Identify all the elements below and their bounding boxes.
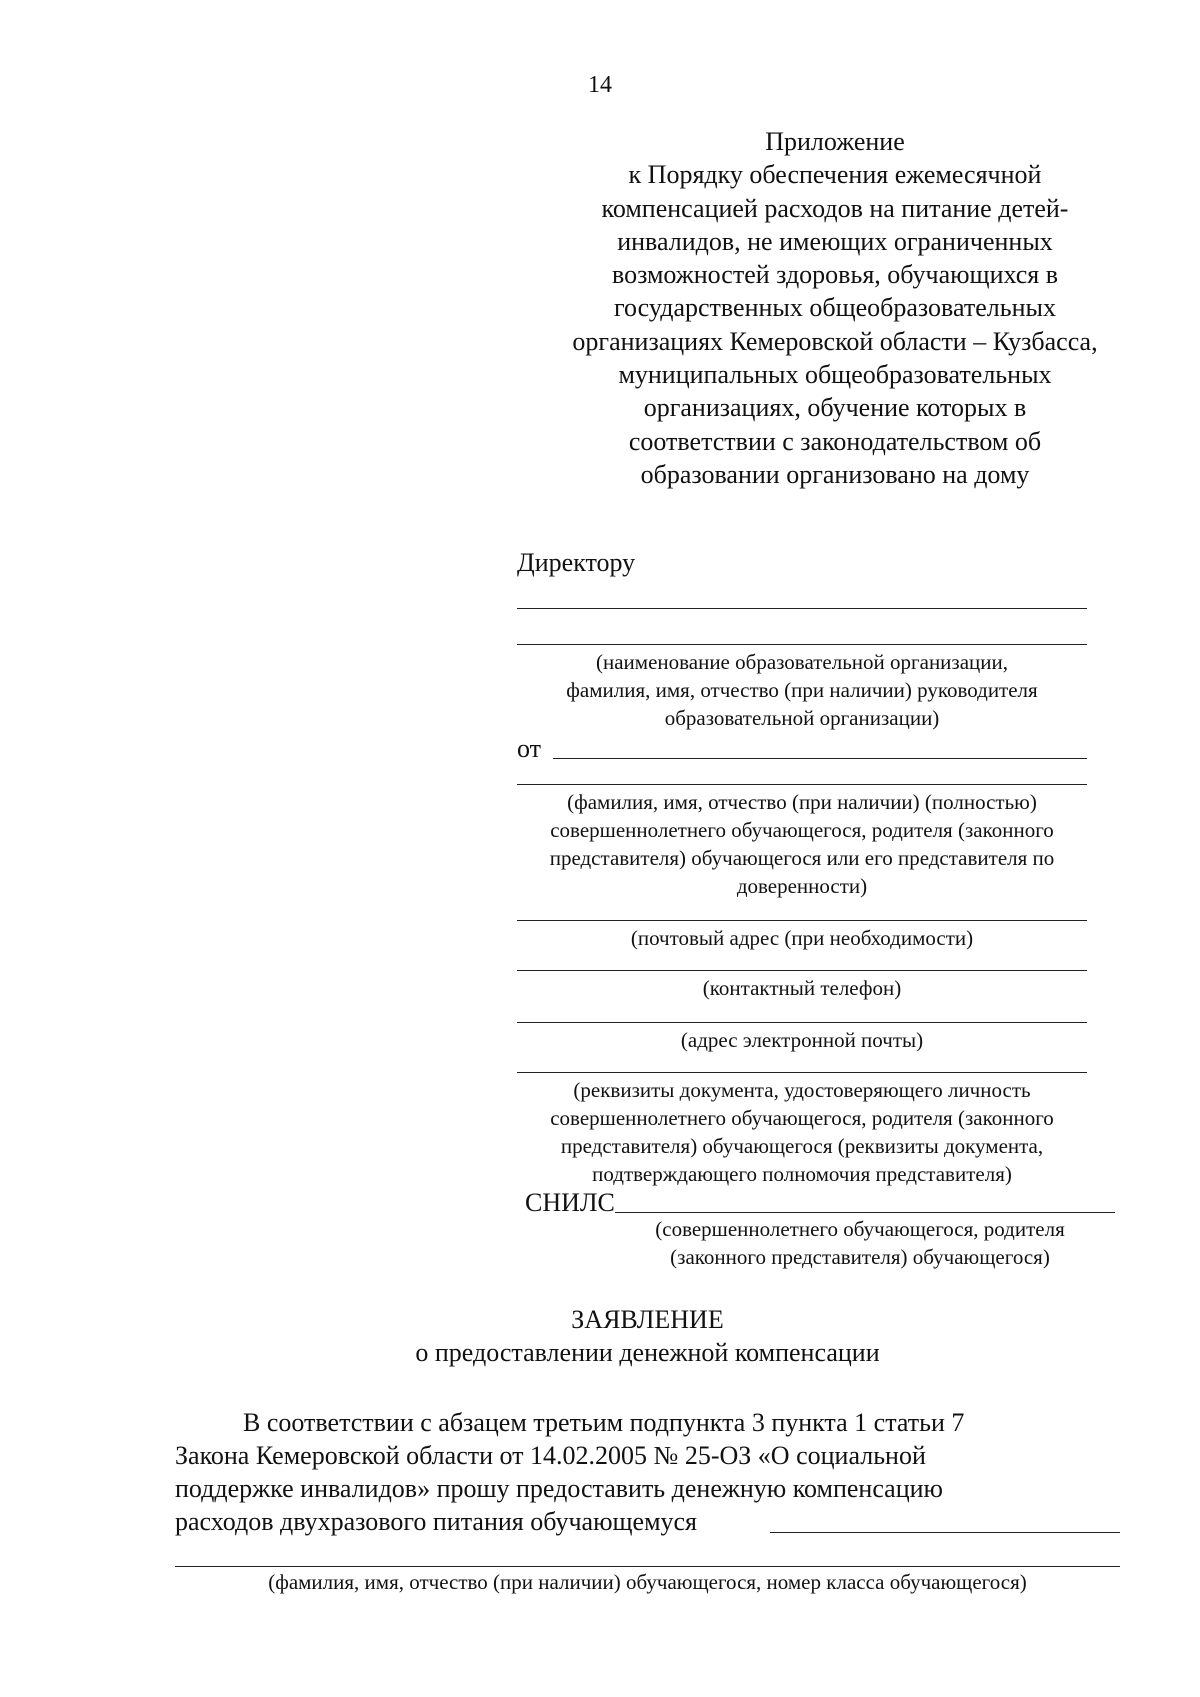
id-document-line[interactable] bbox=[517, 1072, 1087, 1073]
applicant-hint-line: представителя) обучающегося или его представителя по bbox=[549, 846, 1055, 870]
postal-hint: (почтовый адрес (при необходимости) bbox=[630, 926, 974, 950]
appendix-header bbox=[540, 125, 1130, 491]
postal-address-line[interactable] bbox=[517, 920, 1087, 921]
from-label: от bbox=[517, 734, 542, 763]
appendix-line: к Порядку обеспечения ежемесячной bbox=[628, 160, 1042, 190]
to-director-label: Директору bbox=[517, 548, 636, 577]
phone-hint: (контактный телефон) bbox=[702, 976, 902, 1000]
id-doc-hint-line: представителя) обучающегося (реквизиты документа, bbox=[560, 1134, 1044, 1158]
director-name-line-1[interactable] bbox=[517, 608, 1087, 609]
applicant-hint-line: доверенности) bbox=[736, 874, 868, 898]
id-doc-hint-line: подтверждающего полномочия представителя) bbox=[592, 1162, 1012, 1186]
id-document-hint bbox=[517, 1076, 1087, 1188]
student-name-line-2[interactable] bbox=[175, 1566, 1120, 1567]
applicant-hint-line: (фамилия, имя, отчество (при наличии) (полностью) bbox=[567, 790, 1037, 814]
appendix-line: компенсацией расходов на питание детей- bbox=[601, 193, 1069, 223]
appendix-line: Приложение bbox=[765, 127, 905, 156]
appendix-line: муниципальных общеобразовательных bbox=[618, 360, 1052, 390]
student-hint: (фамилия, имя, отчество (при наличии) обучающегося, номер класса обучающегося) bbox=[268, 1570, 1027, 1594]
id-doc-hint-line: (реквизиты документа, удостоверяющего личность bbox=[573, 1078, 1031, 1102]
snils-line[interactable] bbox=[615, 1212, 1115, 1213]
page-number: 14 bbox=[588, 72, 612, 98]
appendix-line: государственных общеобразовательных bbox=[614, 293, 1056, 323]
director-name-line-2[interactable] bbox=[517, 644, 1087, 645]
body-line bbox=[175, 1406, 1120, 1439]
body-line: поддержке инвалидов» прошу предоставить денежную компенсацию bbox=[175, 1474, 943, 1503]
appendix-line: образовании организовано на дому bbox=[640, 459, 1030, 489]
applicant-name-line-1[interactable] bbox=[553, 758, 1087, 759]
applicant-hint-line: совершеннолетнего обучающегося, родителя (законного bbox=[550, 818, 1054, 842]
applicant-name-line-2[interactable] bbox=[517, 784, 1087, 785]
appendix-line: организациях, обучение которых в bbox=[643, 393, 1027, 423]
org-hint-line: образовательной организации) bbox=[664, 706, 940, 730]
appendix-line: организациях Кемеровской области – Кузбасса, bbox=[572, 326, 1098, 356]
appendix-line: инвалидов, не имеющих ограниченных bbox=[617, 226, 1053, 256]
email-hint: (адрес электронной почты) bbox=[680, 1028, 924, 1052]
appendix-line: соответствии с законодательством об bbox=[628, 426, 1042, 456]
phone-line[interactable] bbox=[517, 970, 1087, 971]
snils-label: СНИЛС bbox=[525, 1188, 615, 1217]
org-hint-line: фамилия, имя, отчество (при наличии) руководителя bbox=[566, 678, 1038, 702]
email-line[interactable] bbox=[517, 1022, 1087, 1023]
org-hint bbox=[517, 648, 1087, 732]
statement-title: ЗАЯВЛЕНИЕ bbox=[571, 1305, 724, 1334]
body-line: расходов двухразового питания обучающемуся bbox=[175, 1507, 698, 1536]
snils-hint bbox=[600, 1215, 1120, 1271]
snils-hint-line: (совершеннолетнего обучающегося, родителя bbox=[655, 1217, 1065, 1241]
org-hint-line: (наименование образовательной организации, bbox=[595, 650, 1008, 674]
body-line: Закона Кемеровской области от 14.02.2005 № 25-ОЗ «О социальной bbox=[175, 1441, 926, 1470]
statement-body bbox=[175, 1406, 1120, 1538]
body-line-text: В соответствии с абзацем третьим подпункта 3 пункта 1 статьи 7 bbox=[243, 1408, 965, 1437]
appendix-line: возможностей здоровья, обучающихся в bbox=[611, 260, 1059, 290]
statement-subtitle: о предоставлении денежной компенсации bbox=[415, 1338, 880, 1367]
id-doc-hint-line: совершеннолетнего обучающегося, родителя (законного bbox=[550, 1106, 1054, 1130]
student-name-line-1[interactable] bbox=[770, 1532, 1120, 1533]
applicant-hint bbox=[517, 788, 1087, 900]
snils-hint-line: (законного представителя) обучающегося) bbox=[670, 1245, 1050, 1269]
